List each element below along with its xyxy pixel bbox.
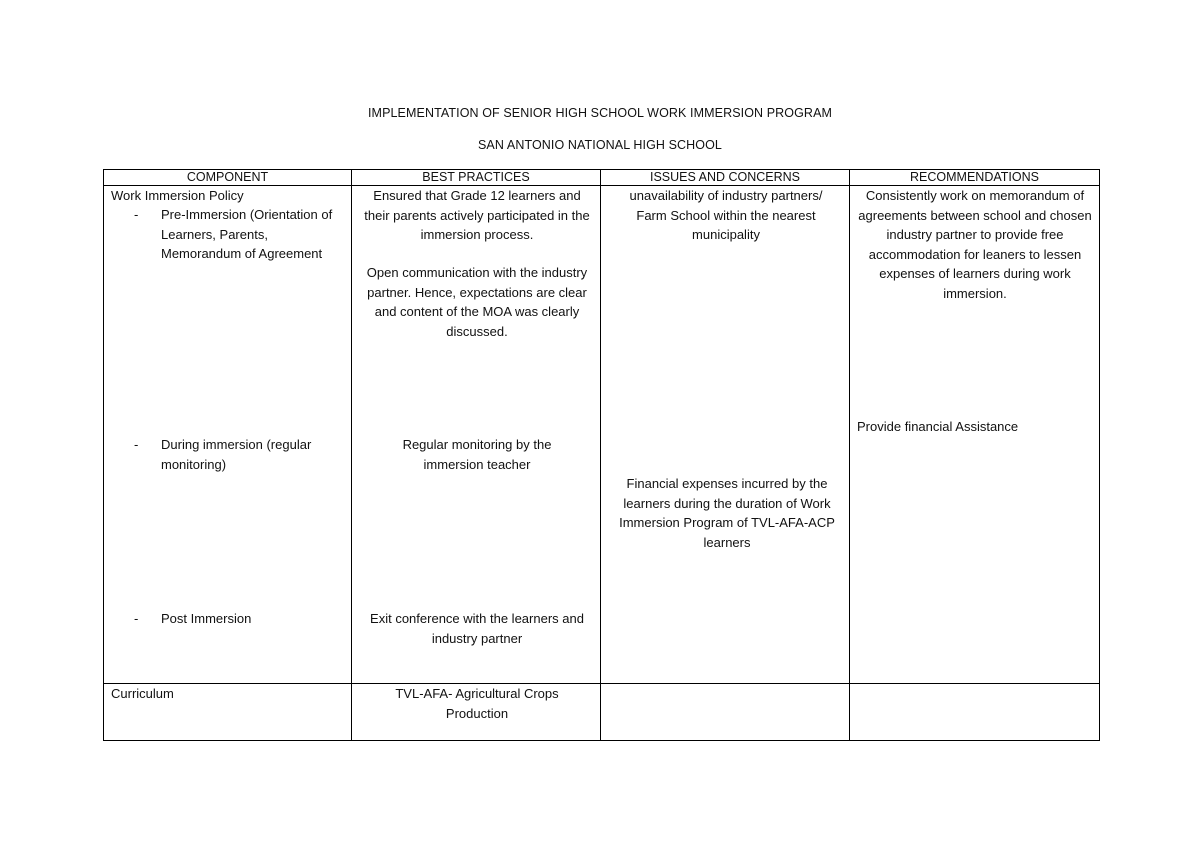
document-title: IMPLEMENTATION OF SENIOR HIGH SCHOOL WORK IMMERSION PROGRAM bbox=[367, 106, 833, 120]
bullet-dash: - bbox=[134, 207, 139, 222]
component-item-during-immersion: During immersion (regular monitoring) bbox=[161, 437, 312, 472]
recommendations-cell bbox=[850, 186, 1100, 684]
issue-financial-expenses: Financial expenses incurred by the learners during the duration of Work Immersion Program of TVL-AFA-ACP learners bbox=[619, 476, 835, 550]
recommendations-cell bbox=[850, 684, 1100, 741]
component-heading: Work Immersion Policy bbox=[111, 188, 244, 203]
recommendation-financial-assistance: Provide financial Assistance bbox=[857, 419, 1019, 434]
header-issues: ISSUES AND CONCERNS bbox=[601, 170, 850, 186]
best-practice-exit-conference: Exit conference with the learners and industry partner bbox=[370, 611, 584, 646]
table-row bbox=[104, 186, 1100, 684]
best-practice-curriculum: TVL-AFA- Agricultural Crops Production bbox=[395, 686, 559, 721]
bullet-dash: - bbox=[134, 611, 139, 626]
best-practices-cell bbox=[352, 684, 601, 741]
bullet-dash: - bbox=[134, 437, 139, 452]
component-cell bbox=[104, 684, 352, 741]
issue-industry-partners: unavailability of industry partners/ Farm School within the nearest municipality bbox=[629, 188, 823, 242]
best-practice-participation: Ensured that Grade 12 learners and their parents actively participated in the immersion process. bbox=[364, 188, 590, 242]
component-cell bbox=[104, 186, 352, 684]
header-component: COMPONENT bbox=[104, 170, 352, 186]
component-curriculum: Curriculum bbox=[111, 686, 174, 701]
issues-cell bbox=[601, 684, 850, 741]
issues-cell bbox=[601, 186, 850, 684]
component-item-pre-immersion: Pre-Immersion (Orientation of Learners, Parents, Memorandum of Agreement bbox=[161, 207, 333, 261]
school-name: SAN ANTONIO NATIONAL HIGH SCHOOL bbox=[478, 138, 722, 152]
immersion-table bbox=[103, 169, 1100, 741]
table-header-row bbox=[104, 170, 1100, 186]
component-item-post-immersion: Post Immersion bbox=[161, 611, 252, 626]
header-recommendations: RECOMMENDATIONS bbox=[850, 170, 1100, 186]
best-practice-monitoring: Regular monitoring by the immersion teacher bbox=[402, 437, 552, 472]
best-practices-cell bbox=[352, 186, 601, 684]
table-row bbox=[104, 684, 1100, 741]
header-best-practices: BEST PRACTICES bbox=[352, 170, 601, 186]
best-practice-communication: Open communication with the industry partner. Hence, expectations are clear and content of the MOA was clearly discussed. bbox=[366, 265, 588, 339]
recommendation-memorandum: Consistently work on memorandum of agreements between school and chosen industry partner to provide free accommodation for leaners to lessen expenses of learners during work immersion. bbox=[858, 188, 1092, 301]
